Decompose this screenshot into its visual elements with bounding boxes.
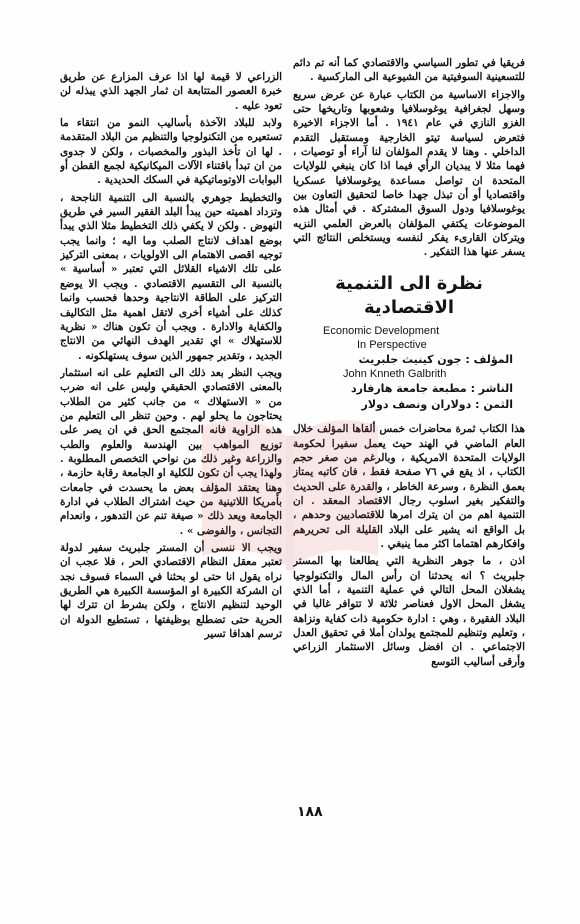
author-line: [293, 352, 525, 368]
intro-paragraph-1: فريقيا في تطور السياسي والاقتصادي كما أنه تم دائم للتسعينية السوفيتية من الشيوعية الى الماركسية .: [293, 57, 525, 84]
price-value: دولاران ونصف دولار: [361, 397, 472, 411]
left-column: [60, 70, 282, 803]
left-paragraph-2: ولابد للبلاد الآخذة بأساليب النمو من انتقاء ما تستعيره من التكنولوجيا والتنظيم من البلاد المتقدمة . لها ان تأخذ البذور والمخصبات ، ولكن لا جدوى من ان تبدأ باقتناء الآلات الميكانيكية لجمع القطن أو البوابات الاوتوماتيكية في السكك الحديدية .: [60, 117, 282, 187]
page-number: ١٨٨: [297, 804, 323, 820]
publisher-line: [293, 381, 525, 397]
author-english: John Knneth Galbrith: [343, 368, 447, 381]
left-paragraph-4: ويجب النظر بعد ذلك الى التعليم على انه استثمار بالمعنى الاقتصادي الحقيقي وليس على انه ضرب من « الاستهلاك » من جانب كثير من الطلاب يحتاجون ما يحلو لهم . وحين تنظر الى التعليم من هذه الزاوية فانه المجتمع الحق في ان يصر على توزيع المواهب بين الهندسة والعلوم والطب والزراعة وغير ذلك من نواحي التخصص المطلوبة . ولهذا يجب أن تكون للكلية او الجامعة رقابة حازمة ، وهنا يعتقد المؤلف بعض ما يحسدت في جامعات بأمريكا اللاتينية من حيث اشتراك الطلاب في ادارة الجامعة ويعد ذلك « صيغة تنم عن التدهور ، وانعدام التجانس ، والفوضى » .: [60, 366, 282, 537]
left-paragraph-5: ويجب الا ننسى أن المستر جلبريث سفير لدولة تعتبر معقل النظام الاقتصادي الحر ، فلا عجب ان نراه يقول انا حتى لو بحثنا في السماء فسوف نجد ان الشركة الكبيرة او المؤسسة الكبيرة هي الطريق الوحيد لتنظيم الانتاج ، ولكن بشرط ان تترك لها الحرية حتى تضطلع بوظيفتها ، تستطيع الدولة ان ترسم اهدافا تسير: [60, 542, 282, 641]
body-paragraph-1: هذا الكتاب ثمرة محاضرات خمس ألقاها المؤلف خلال العام الماضي في الهند حيث يعمل سفيرا لحكومة الولايات المتحدة الامريكية ، وبالرغم من صغر حجم الكتاب ، اذ يقع في ٧٦ صفحة فقط ، فان كاتبه يمتاز بعمق النظرة ، وسرعة الخاطر ، والقدرة على الحديث والتفكير بغير اسلوب رجال الاقتصاد المعقد . ان التنمية اهم من ان يترك امرها للاقتصاديين وحدهم ، بل الواقع انه يشير على البلاد القليلة الى تحريرهم وافكارهم اهتماما اكثر مما ينبغي .: [293, 423, 525, 551]
left-paragraph-3: والتخطيط جوهري بالنسبة الى التنمية الناجحة ، وتزداد اهميته حين يبدأ البلد الفقير السير في طريق النهوض . ولكن لا يكفي ذلك التخطيط مثلا الذي يبدأ بوضع اهداف لانتاج الصلب وما اليه ؛ وانما يجب توجيه اقصى الاهتمام الى الاولويات ، بمعنى التركيز على تلك الاشياء القلائل التي تعتبر « أساسية » بالنسبة الى التقسيم الاقتصادي . ويجب الا يوضع التركيز على الطاقة الانتاجية وحدها فحسب وانما كذلك على أشياء أخرى لاتقل اهمية مثل التكاليف والكفاية والادارة . ويجب أن تكون هناك « نظرية للاستهلاك » اي تقدير الهدف النهائي من الانتاج الجديد ، وتقدير جمهور الذين سوف يستهلكونه .: [60, 191, 282, 362]
left-paragraph-1: الزراعي لا قيمة لها اذا عرف المزارع عن طريق خبرة العصور المتتابعة ان ثمار الجهد الذي يبذله لن تعود عليه .: [60, 71, 282, 112]
article-heading: نظرة الى التنمية الاقتصادية: [335, 272, 483, 318]
price-line: [293, 397, 525, 413]
price-label: الثمن :: [475, 397, 513, 411]
english-title-line-1: Economic Development: [323, 324, 440, 337]
body-paragraph-2: اذن ، ما جوهر النظرية التي يطالعنا بها المستر جلبريث ؟ انه يحدثنا ان رأس المال والتكنولوجيا يشغلان المحل التالي في عملية التنمية ، أما الذي يشغل المحل الاول فعناصر ثلاثة لا تتوافر غالبا في البلاد الفقيرة ، وهي : ادارة حكومية ذات كفاية ونزاهة ، وتعليم وتنظيم للمجتمع يولدان أملا في تحقيق العدل الاجتماعي . ان افضل وسائل الاستثمار الزراعي وأرقى أساليب التوسع: [293, 555, 525, 668]
author-value: جون كينيث جلبريث: [358, 352, 462, 366]
publisher-label: الناشر :: [470, 382, 513, 396]
english-title-line-2: In Perspective: [357, 338, 427, 351]
author-label: المؤلف :: [465, 352, 513, 366]
publisher-value: مطبعة جامعة هارفارد: [351, 382, 467, 396]
intro-paragraph-2: والاجزاء الاساسية من الكتاب عبارة عن عرض سريع وسهل لجغرافية يوغوسلافيا وشعوبها وتاريخها حتى الغزو النازي في عام ١٩٤١ . أما الاجزاء الاخيرة فتعرض لسياسة تيتو الخارجية ومستقبل التقدم الداخلي . وهنا لا يقدم المؤلفان لنا آراء أو توصيات ، فهما مثلا لا يبديان الرأي فيما اذا كان ينبغي للولايات المتحدة ان تواصل مساعدة يوغوسلافيا عسكريا واقتصاديا أو أن تبذل جهدا خاصا لتحقيق التعاون بين يوغوسلافيا ودول السوق المشتركة . في أمثال هذه الموضوعات يكتفي المؤلفان بالعرض العلمي النزيه ويتركان القارىء يفكر لنفسه ويستخلص النتائج التي يسفر عنها هذا التفكير .: [293, 88, 525, 259]
right-column: [293, 56, 525, 801]
